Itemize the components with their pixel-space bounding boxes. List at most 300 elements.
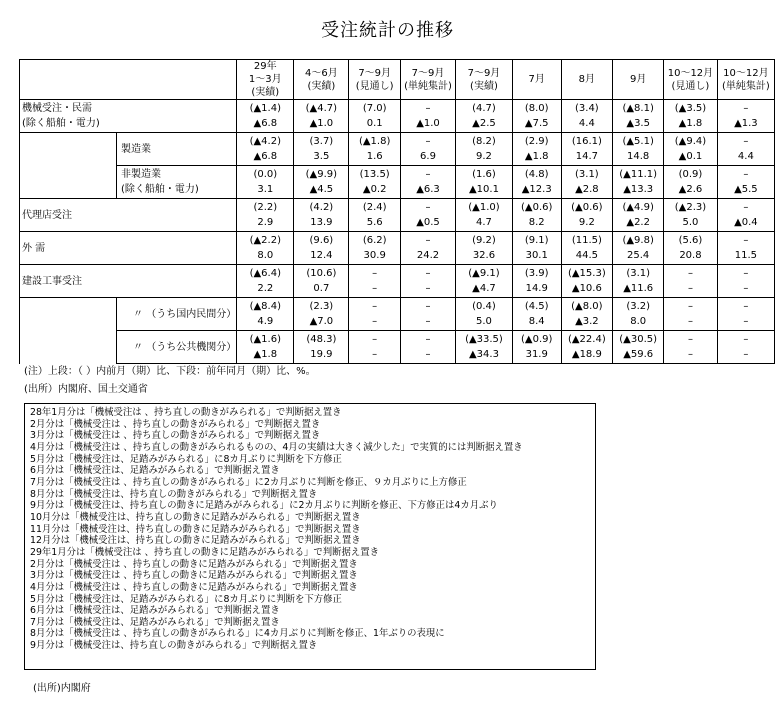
mom-value: (▲8.0)	[571, 301, 603, 312]
table-row	[20, 166, 775, 199]
column-header	[613, 60, 664, 100]
mom-value: –	[687, 301, 693, 312]
row-label	[117, 166, 237, 199]
row-label	[20, 199, 237, 232]
mom-value: (▲1.0)	[468, 202, 500, 213]
row-label-line: (除く船舶・電力)	[121, 184, 199, 195]
mom-value: (▲30.5)	[619, 334, 658, 345]
mom-value: –	[743, 103, 749, 114]
table-row	[20, 133, 775, 166]
row-label-line: 非製造業	[121, 169, 162, 180]
column-header-line: 9月	[629, 74, 647, 85]
judgment-history-box	[24, 403, 596, 670]
yoy-value: –	[425, 349, 431, 360]
mom-value: –	[743, 268, 749, 279]
yoy-value: 0.1	[366, 118, 383, 129]
yoy-value: 30.9	[363, 250, 386, 261]
yoy-value: ▲34.3	[468, 349, 499, 360]
data-cell	[512, 331, 561, 364]
yoy-value: ▲1.3	[734, 118, 758, 129]
mom-value: (▲9.9)	[305, 169, 338, 180]
judgment-item: 8月分は「機械受注は 、持ち直しの動きがみられる」に4カ月ぶりに判断を修正、1年ぶりの表現に	[30, 628, 445, 640]
mom-value: (▲22.4)	[567, 334, 606, 345]
data-cell	[349, 100, 401, 133]
data-cell	[512, 133, 561, 166]
yoy-value: ▲7.0	[309, 316, 334, 327]
column-header-line: (実績)	[307, 80, 336, 92]
yoy-value: ▲2.2	[626, 217, 650, 228]
data-cell	[294, 331, 349, 364]
data-cell	[294, 298, 349, 331]
mom-value: (9.1)	[524, 235, 549, 246]
data-cell	[455, 298, 512, 331]
data-cell	[717, 199, 774, 232]
data-cell	[401, 199, 456, 232]
data-cell	[561, 265, 613, 298]
data-cell	[237, 232, 294, 265]
column-header	[349, 60, 401, 100]
data-cell	[237, 133, 294, 166]
yoy-value: 8.2	[528, 217, 545, 228]
mom-value: (▲9.8)	[622, 235, 654, 246]
row-label	[20, 265, 237, 298]
row-label-line: 外 需	[22, 242, 46, 254]
judgment-item: 6月分は「機械受注は、足踏みがみられる」で判断据え置き	[30, 605, 280, 617]
yoy-value: 1.6	[366, 151, 383, 162]
mom-value: (8.2)	[472, 136, 496, 147]
data-cell	[613, 232, 664, 265]
column-header	[455, 60, 512, 100]
mom-value: (▲2.2)	[249, 235, 281, 246]
data-cell	[613, 100, 664, 133]
table-note: (注）上段：（ ）内前月（期）比、下段：前年同月（期）比、%。	[24, 366, 316, 377]
data-cell	[401, 100, 456, 133]
column-header-line: 29年	[253, 61, 277, 72]
data-cell	[664, 331, 718, 364]
data-cell	[455, 133, 512, 166]
yoy-value: ▲4.5	[309, 184, 334, 195]
yoy-value: –	[743, 283, 749, 294]
table-row	[20, 199, 775, 232]
row-label	[20, 100, 237, 133]
table-row	[20, 331, 775, 364]
data-cell	[561, 232, 613, 265]
mom-value: (8.0)	[524, 103, 549, 114]
row-label-line: 〃 （うち国内民間分）	[133, 308, 237, 320]
column-header	[512, 60, 561, 100]
column-header-line: 8月	[578, 74, 596, 85]
yoy-value: ▲13.3	[623, 184, 654, 195]
column-header	[294, 60, 349, 100]
data-cell	[664, 166, 718, 199]
mom-value: (▲33.5)	[465, 334, 503, 345]
data-cell	[401, 331, 456, 364]
yoy-value: ▲2.6	[678, 184, 703, 195]
yoy-value: ▲7.5	[524, 118, 549, 129]
mom-value: (2.9)	[524, 136, 549, 147]
mom-value: (4.5)	[524, 301, 549, 312]
data-cell	[613, 331, 664, 364]
header-corner	[20, 60, 237, 100]
row-label	[117, 331, 237, 364]
mom-value: –	[425, 235, 431, 246]
yoy-value: 5.0	[682, 217, 699, 228]
yoy-value: ▲1.8	[253, 349, 278, 360]
yoy-value: 20.8	[679, 250, 702, 261]
data-cell	[401, 133, 456, 166]
mom-value: (▲1.6)	[249, 334, 281, 345]
data-cell	[349, 232, 401, 265]
yoy-value: ▲1.0	[416, 118, 440, 129]
yoy-value: ▲4.7	[472, 283, 496, 294]
data-cell	[664, 133, 718, 166]
judgment-item: 11月分は「機械受注は、持ち直しの動きに足踏みがみられる」で判断据え置き	[30, 523, 361, 535]
data-cell	[294, 100, 349, 133]
mom-value: –	[372, 301, 378, 312]
table-row	[20, 232, 775, 265]
mom-value: (3.9)	[524, 268, 549, 279]
mom-value: (9.2)	[472, 235, 496, 246]
mom-value: (▲11.1)	[619, 169, 658, 180]
mom-value: –	[743, 334, 749, 345]
data-cell	[401, 166, 456, 199]
yoy-value: ▲18.9	[571, 349, 602, 360]
data-cell	[294, 199, 349, 232]
mom-value: (13.5)	[359, 169, 390, 180]
mom-value: (3.2)	[626, 301, 651, 312]
yoy-value: 3.1	[257, 184, 274, 195]
data-cell	[561, 133, 613, 166]
data-cell	[294, 232, 349, 265]
mom-value: (0.0)	[253, 169, 278, 180]
column-header-line: (実績)	[251, 87, 280, 98]
yoy-value: 30.1	[525, 250, 548, 261]
yoy-value: 12.4	[310, 250, 333, 261]
mom-value: (▲6.4)	[249, 268, 281, 279]
yoy-value: –	[743, 316, 749, 327]
table-source: (出所）内閣府、国土交通省	[24, 384, 148, 395]
mom-value: (1.6)	[472, 169, 496, 180]
yoy-value: 8.0	[257, 250, 274, 261]
mom-value: (▲5.1)	[622, 136, 654, 147]
yoy-value: ▲1.0	[309, 118, 334, 129]
row-label	[117, 298, 237, 331]
mom-value: –	[425, 301, 431, 312]
indent-spacer	[20, 133, 117, 166]
judgment-item: 29年1月分は「機械受注は 、持ち直しの動きに足踏みがみられる」で判断据え置き	[30, 546, 380, 558]
data-cell	[717, 232, 774, 265]
yoy-value: –	[372, 316, 378, 327]
judgment-item: 4月分は「機械受注は 、持ち直しの動きがみられるものの、4月の実績は大きく減少した」で実質的には判断据え置き	[30, 441, 523, 453]
yoy-value: –	[372, 349, 378, 360]
mom-value: –	[372, 268, 378, 279]
mom-value: (3.7)	[309, 136, 334, 147]
data-cell	[613, 133, 664, 166]
data-cell	[512, 265, 561, 298]
judgment-item: 2月分は「機械受注は 、持ち直しの動きがみられる」で判断据え置き	[30, 418, 321, 430]
yoy-value: ▲6.8	[253, 151, 278, 162]
mom-value: (▲3.5)	[674, 103, 707, 114]
mom-value: (16.1)	[571, 136, 602, 147]
yoy-value: ▲2.5	[472, 118, 496, 129]
indent-spacer	[20, 298, 117, 331]
yoy-value: ▲59.6	[623, 349, 654, 360]
data-cell	[664, 298, 718, 331]
yoy-value: ▲3.2	[575, 316, 599, 327]
data-cell	[717, 133, 774, 166]
mom-value: –	[743, 235, 749, 246]
column-header	[664, 60, 718, 100]
mom-value: –	[425, 334, 431, 345]
data-cell	[349, 199, 401, 232]
data-cell	[401, 232, 456, 265]
data-cell	[664, 265, 718, 298]
mom-value: –	[425, 136, 431, 147]
column-header-line: 1～3月	[248, 74, 282, 85]
yoy-value: 44.5	[575, 250, 598, 261]
data-cell	[455, 100, 512, 133]
column-header-line: 7～9月	[411, 67, 445, 79]
data-cell	[717, 100, 774, 133]
data-cell	[455, 265, 512, 298]
yoy-value: 0.7	[313, 283, 330, 294]
data-cell	[237, 331, 294, 364]
data-cell	[237, 298, 294, 331]
column-header-line: (単純集計)	[404, 80, 452, 92]
data-cell	[401, 298, 456, 331]
yoy-value: ▲0.5	[416, 217, 440, 228]
column-header-line: (単純集計)	[721, 80, 770, 92]
yoy-value: ▲6.3	[416, 184, 440, 195]
yoy-value: 4.4	[737, 151, 754, 162]
mom-value: (0.4)	[472, 301, 496, 312]
mom-value: (▲1.8)	[358, 136, 391, 147]
mom-value: (▲15.3)	[567, 268, 606, 279]
data-cell	[237, 166, 294, 199]
yoy-value: 3.5	[313, 151, 330, 162]
yoy-value: ▲10.1	[468, 184, 499, 195]
row-label-line: 建設工事受注	[22, 275, 82, 287]
mom-value: –	[743, 301, 749, 312]
yoy-value: 14.7	[575, 151, 598, 162]
yoy-value: 31.9	[525, 349, 548, 360]
yoy-value: –	[687, 349, 693, 360]
judgment-item: 8月分は「機械受注は、持ち直しの動きがみられる」で判断据え置き	[30, 488, 318, 500]
mom-value: (▲4.9)	[622, 202, 654, 213]
data-cell	[349, 331, 401, 364]
mom-value: (4.8)	[524, 169, 549, 180]
yoy-value: ▲11.6	[623, 283, 654, 294]
judgment-item: 7月分は「機械受注は 、持ち直しの動きがみられる」に2カ月ぶりに判断を修正、９カ月ぶりに上方修正	[30, 476, 467, 488]
judgment-item: 10月分は「機械受注は、持ち直しの動きに足踏みがみられる」で判断据え置き	[30, 511, 361, 523]
column-header-line: (見通し)	[671, 80, 710, 92]
data-cell	[561, 331, 613, 364]
row-label	[20, 232, 237, 265]
column-header	[237, 60, 294, 100]
mom-value: (▲4.2)	[249, 136, 281, 147]
row-label-line: 代理店受注	[22, 209, 72, 221]
data-cell	[664, 199, 718, 232]
judgment-item: 4月分は「機械受注は 、持ち直しの動きに足踏みがみられる」で判断据え置き	[30, 581, 358, 593]
column-header-line: (見通し)	[355, 80, 394, 92]
data-cell	[561, 199, 613, 232]
mom-value: (2.3)	[309, 301, 334, 312]
yoy-value: 14.8	[627, 151, 650, 162]
mom-value: –	[425, 169, 431, 180]
yoy-value: –	[687, 283, 693, 294]
yoy-value: ▲10.6	[571, 283, 602, 294]
yoy-value: ▲1.8	[678, 118, 703, 129]
yoy-value: 13.9	[310, 217, 333, 228]
data-cell	[512, 166, 561, 199]
column-header-line: (実績)	[470, 80, 498, 92]
data-cell	[237, 199, 294, 232]
data-cell	[294, 166, 349, 199]
mom-value: (▲9.4)	[674, 136, 707, 147]
header-row	[20, 60, 775, 100]
row-label-line: (除く船舶・電力)	[22, 118, 100, 129]
column-header-line: 10～12月	[667, 67, 714, 79]
yoy-value: 11.5	[734, 250, 757, 261]
yoy-value: 14.9	[525, 283, 548, 294]
mom-value: (3.4)	[575, 103, 599, 114]
data-cell	[561, 298, 613, 331]
data-cell	[717, 166, 774, 199]
data-cell	[401, 265, 456, 298]
yoy-value: 5.6	[366, 217, 383, 228]
mom-value: –	[687, 268, 693, 279]
yoy-value: ▲0.2	[362, 184, 387, 195]
mom-value: (4.2)	[309, 202, 334, 213]
orders-table	[19, 59, 775, 364]
yoy-value: 2.2	[257, 283, 274, 294]
mom-value: (3.1)	[626, 268, 651, 279]
footer-source: (出所)内閣府	[33, 683, 91, 694]
data-cell	[613, 166, 664, 199]
mom-value: (9.6)	[309, 235, 334, 246]
data-cell	[613, 265, 664, 298]
data-cell	[613, 199, 664, 232]
yoy-value: 8.4	[528, 316, 545, 327]
indent-spacer	[20, 331, 117, 364]
mom-value: (6.2)	[362, 235, 387, 246]
row-label-line: 製造業	[121, 143, 152, 155]
mom-value: –	[743, 169, 749, 180]
column-header	[561, 60, 613, 100]
data-cell	[664, 100, 718, 133]
yoy-value: 25.4	[627, 250, 650, 261]
mom-value: (▲8.1)	[622, 103, 654, 114]
yoy-value: 4.7	[476, 217, 492, 228]
mom-value: –	[425, 103, 431, 114]
column-header	[717, 60, 774, 100]
data-cell	[561, 166, 613, 199]
column-header-line: 10～12月	[723, 67, 769, 79]
data-cell	[455, 232, 512, 265]
column-header-line: 7月	[528, 74, 545, 85]
row-label-line: 〃 （うち公共機関分）	[133, 341, 237, 353]
mom-value: (0.9)	[678, 169, 703, 180]
yoy-value: ▲12.3	[521, 184, 552, 195]
yoy-value: 8.0	[630, 316, 647, 327]
mom-value: (5.6)	[678, 235, 703, 246]
mom-value: (7.0)	[362, 103, 387, 114]
data-cell	[717, 331, 774, 364]
data-cell	[512, 298, 561, 331]
judgment-item: 6月分は「機械受注は、足踏みがみられる」で判断据え置き	[30, 465, 280, 477]
judgment-item: 7月分は「機械受注は、足踏みがみられる」で判断据え置き	[30, 616, 280, 628]
mom-value: (▲2.3)	[674, 202, 707, 213]
yoy-value: ▲0.1	[678, 151, 703, 162]
mom-value: (4.7)	[472, 103, 496, 114]
data-cell	[717, 265, 774, 298]
table-row	[20, 265, 775, 298]
yoy-value: ▲6.8	[253, 118, 278, 129]
data-cell	[512, 232, 561, 265]
yoy-value: –	[743, 349, 749, 360]
data-cell	[349, 166, 401, 199]
row-label	[117, 133, 237, 166]
yoy-value: –	[687, 316, 693, 327]
data-cell	[455, 199, 512, 232]
mom-value: (▲0.6)	[521, 202, 553, 213]
yoy-value: 4.4	[578, 118, 595, 129]
yoy-value: 2.9	[257, 217, 274, 228]
yoy-value: 24.2	[416, 250, 440, 261]
mom-value: (▲9.1)	[468, 268, 500, 279]
page-title: 受注統計の推移	[321, 20, 454, 41]
mom-value: (3.1)	[575, 169, 599, 180]
yoy-value: 9.2	[578, 217, 595, 228]
judgment-item: 9月分は「機械受注は、持ち直しの動きに足踏みがみられる」に2カ月ぶりに判断を修正、下方修正は4カ月ぶり	[30, 500, 498, 512]
judgment-item: 2月分は「機械受注は 、持ち直しの動きに足踏みがみられる」で判断据え置き	[30, 558, 358, 570]
column-header	[401, 60, 456, 100]
yoy-value: 5.0	[476, 316, 492, 327]
yoy-value: –	[372, 283, 378, 294]
data-cell	[237, 265, 294, 298]
mom-value: (2.4)	[362, 202, 387, 213]
data-cell	[512, 199, 561, 232]
yoy-value: ▲1.8	[524, 151, 549, 162]
yoy-value: 4.9	[257, 316, 274, 327]
mom-value: (10.6)	[306, 268, 337, 279]
judgment-item: 3月分は「機械受注は 、持ち直しの動きがみられる」で判断据え置き	[30, 430, 321, 442]
judgment-item: 5月分は「機械受注は、足踏みがみられる」に8カ月ぶりに判断を下方修正	[30, 593, 342, 605]
row-label-line: 機械受注・民需	[22, 103, 92, 114]
data-cell	[613, 298, 664, 331]
yoy-value: –	[425, 316, 431, 327]
yoy-value: ▲2.8	[575, 184, 599, 195]
column-header-line: 4～6月	[304, 67, 338, 79]
mom-value: (▲1.4)	[249, 103, 281, 114]
mom-value: –	[425, 268, 431, 279]
judgment-item: 28年1月分は「機械受注は 、持ち直しの動きがみられる」で判断据え置き	[30, 407, 342, 418]
mom-value: –	[425, 202, 431, 213]
data-cell	[512, 100, 561, 133]
column-header-line: 7～9月	[358, 67, 392, 79]
yoy-value: 19.9	[310, 349, 333, 360]
data-cell	[561, 100, 613, 133]
mom-value: (▲4.7)	[305, 103, 338, 114]
mom-value: (11.5)	[571, 235, 602, 246]
yoy-value: 32.6	[472, 250, 496, 261]
data-cell	[294, 265, 349, 298]
mom-value: –	[743, 202, 749, 213]
data-cell	[237, 100, 294, 133]
judgment-item: 5月分は「機械受注は、足踏みがみられる」に8カ月ぶりに判断を下方修正	[30, 453, 342, 465]
data-cell	[664, 232, 718, 265]
mom-value: (2.2)	[253, 202, 278, 213]
